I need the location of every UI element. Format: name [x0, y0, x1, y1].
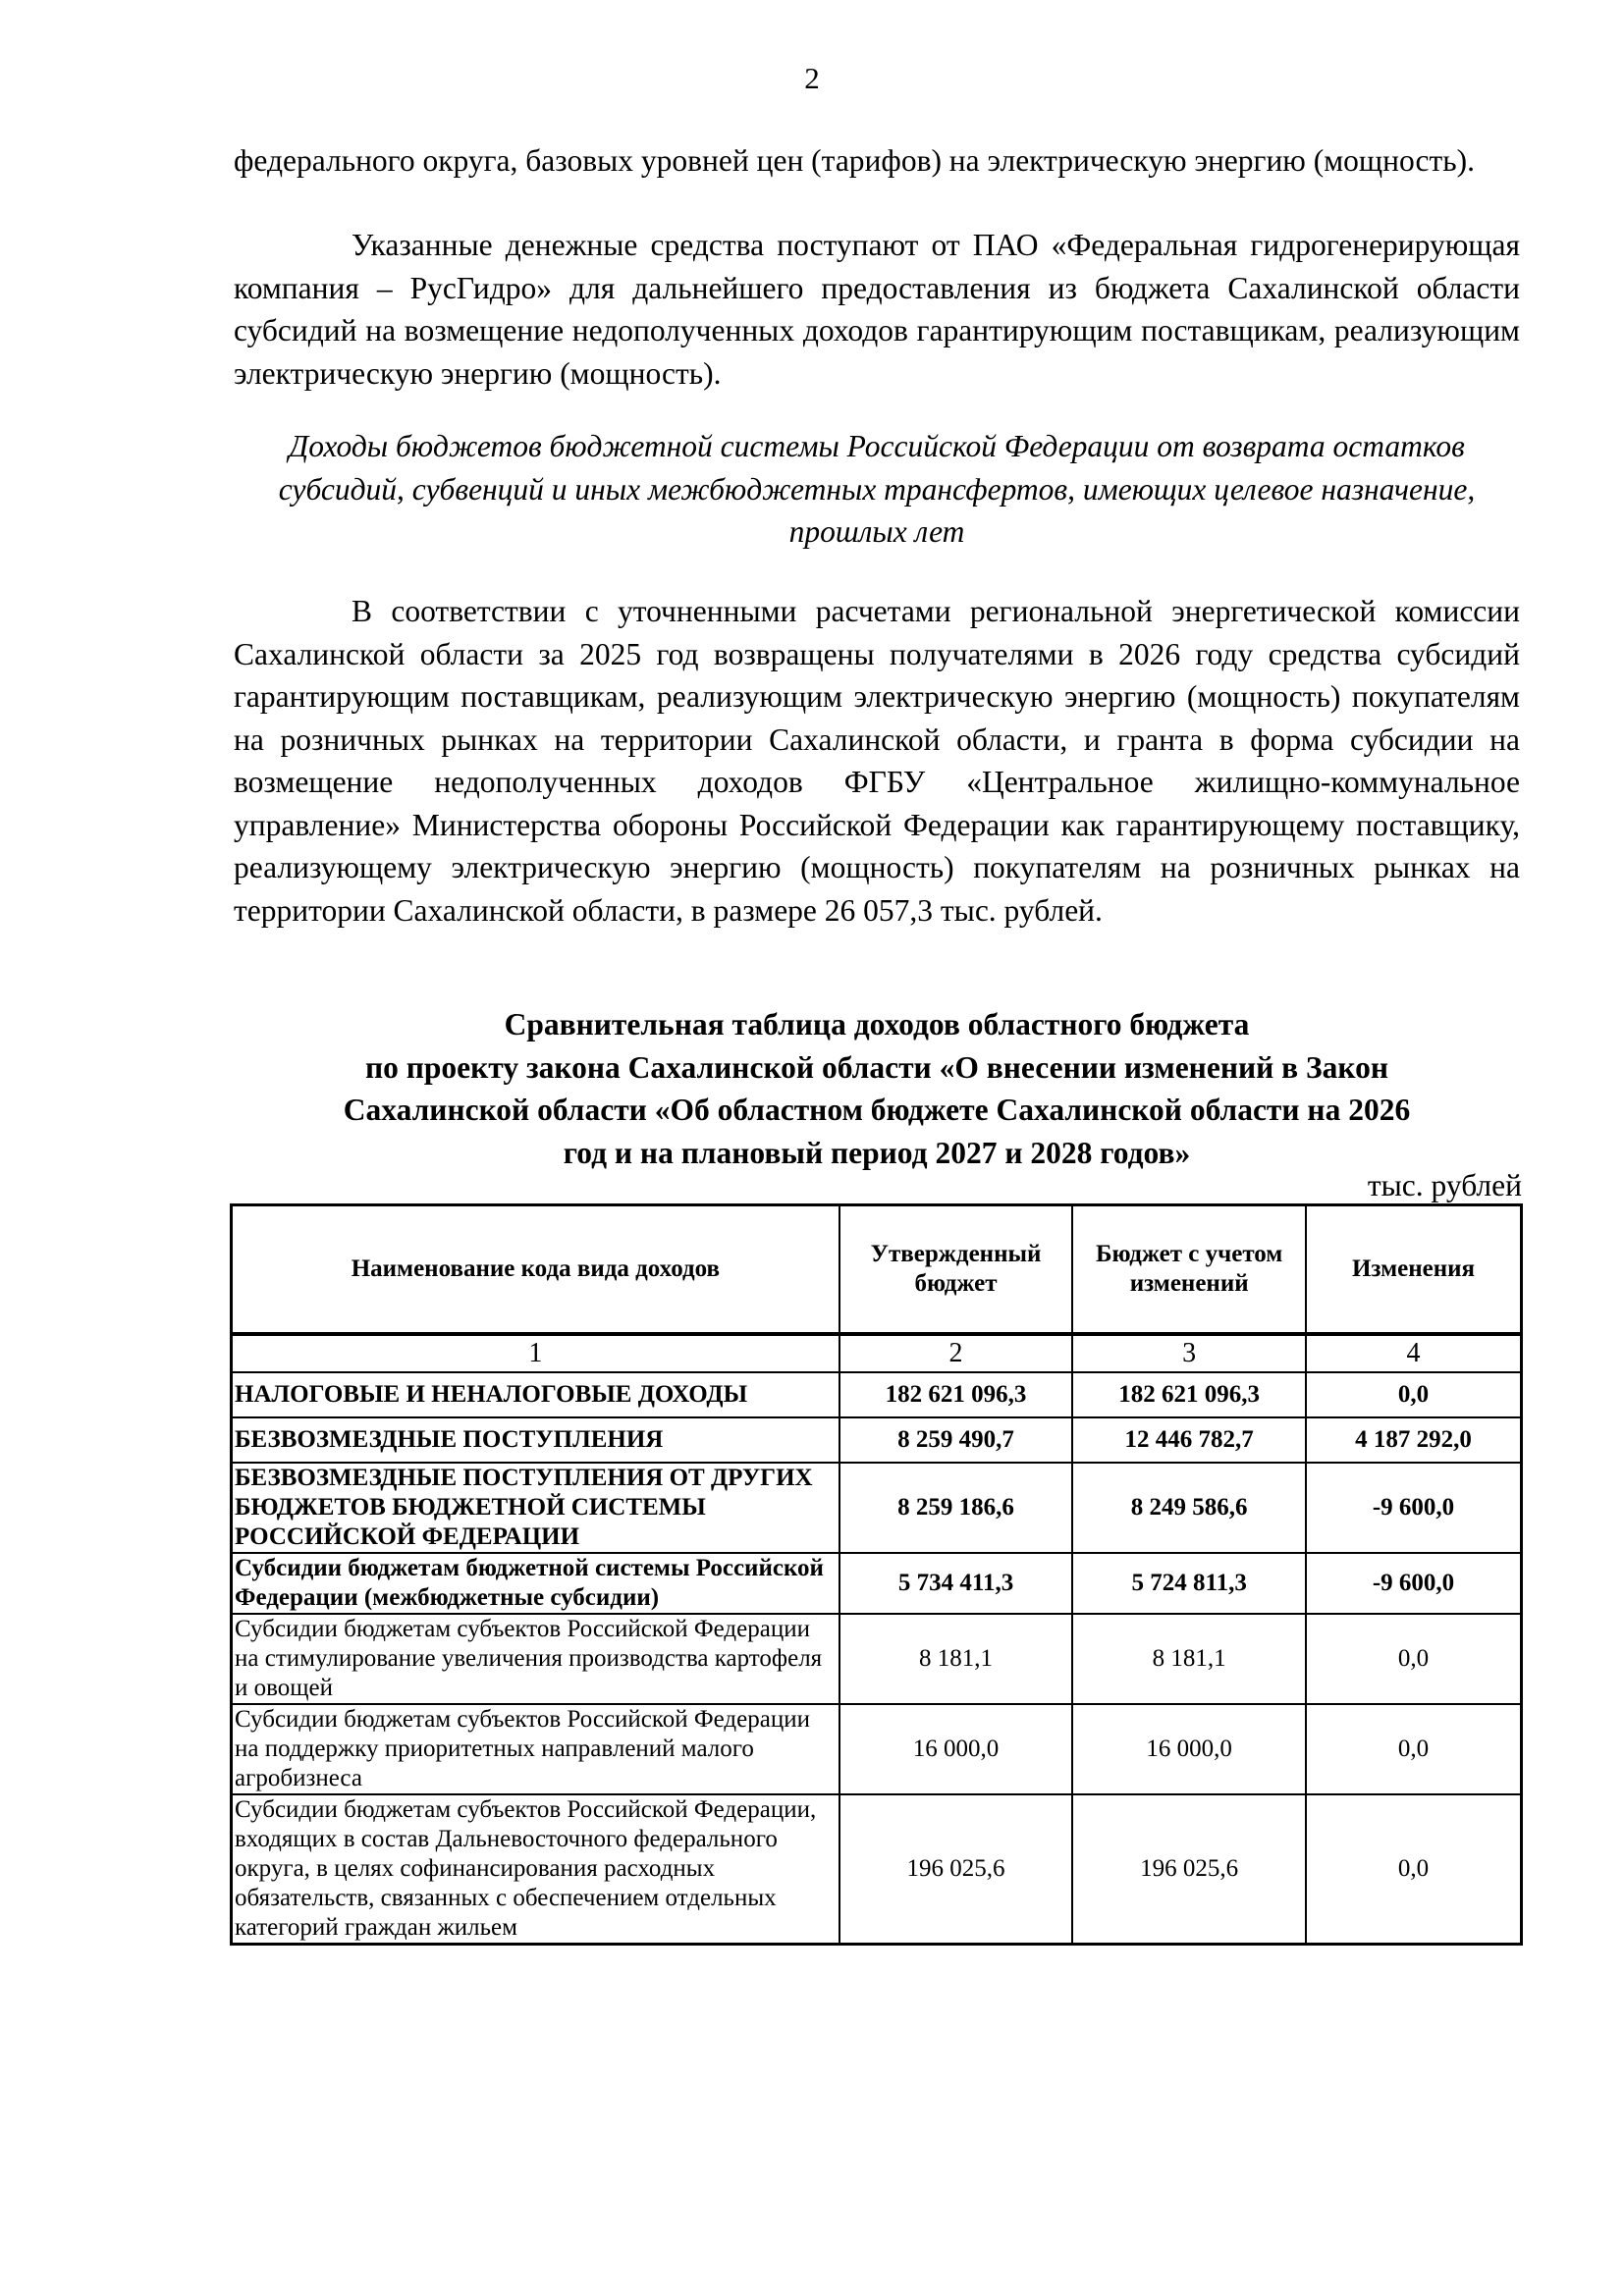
row-name: НАЛОГОВЫЕ И НЕНАЛОГОВЫЕ ДОХОДЫ [232, 1372, 839, 1417]
row-approved: 182 621 096,3 [839, 1372, 1073, 1417]
column-number: 1 [232, 1334, 839, 1372]
table-row [232, 1553, 1522, 1614]
table-row [232, 1372, 1522, 1417]
paragraph-rushydro [234, 224, 1520, 395]
row-approved: 8 181,1 [839, 1614, 1073, 1704]
row-approved: 16 000,0 [839, 1704, 1073, 1794]
table-row [232, 1614, 1522, 1704]
table-row [232, 1794, 1522, 1945]
row-approved: 196 025,6 [839, 1794, 1073, 1945]
header-approved: Утвержденный бюджет [839, 1205, 1073, 1335]
table-header-row [232, 1205, 1522, 1335]
row-approved: 5 734 411,3 [839, 1553, 1073, 1614]
row-revised: 12 446 782,7 [1072, 1417, 1306, 1463]
row-name: Субсидии бюджетам субъектов Российской Федерации, входящих в состав Дальневосточного федерального округа, в целях софинансирования расходных обязательств, связанных с обеспечением отдельных категорий граждан жильем [232, 1794, 839, 1945]
paragraph-text: В соответствии с уточненными расчетами региональной энергетической комиссии Сахалинской области за 2025 год возвращены получателями в 2026 году средства субсидий гарантирующим поставщикам, реализующим электрическую энергию (мощность) покупателям на розничных рынках на территории Сахалинской области, и гранта в форма субсидии на возмещение недополученных доходов ФГБУ «Центральное жилищно-коммунальное управление» Министерства обороны Российской Федерации как гарантирующему поставщику, реализующему электрическую энергию (мощность) покупателям на розничных рынках на территории Сахалинской области, в размере 26 057,3 тыс. рублей. [234, 594, 1520, 928]
header-name: Наименование кода вида доходов [232, 1205, 839, 1335]
paragraph-text: федерального округа, базовых уровней цен (тарифов) на электрическую энергию (мощность). [234, 143, 1476, 178]
paragraph-text: Указанные денежные средства поступают от ПАО «Федеральная гидрогенерирующая компания – РусГидро» для дальнейшего предоставления из бюджета Сахалинской области субсидий на возмещение недополученных доходов гарантирующим поставщикам, реализующим электрическую энергию (мощность). [234, 228, 1520, 391]
row-change: 0,0 [1306, 1794, 1522, 1945]
row-change: -9 600,0 [1306, 1463, 1522, 1553]
row-revised: 16 000,0 [1072, 1704, 1306, 1794]
row-revised: 8 181,1 [1072, 1614, 1306, 1704]
row-change: 0,0 [1306, 1372, 1522, 1417]
table-title-line: Сравнительная таблица доходов областного бюджета [504, 1007, 1250, 1041]
column-number-row [232, 1334, 1522, 1372]
column-number: 2 [839, 1334, 1073, 1372]
page-number: 2 [804, 61, 820, 95]
row-approved: 8 259 186,6 [839, 1463, 1073, 1553]
row-name: Субсидии бюджетам бюджетной системы Российской Федерации (межбюджетные субсидии) [232, 1553, 839, 1614]
row-revised: 196 025,6 [1072, 1794, 1306, 1945]
section-subheading: Доходы бюджетов бюджетной системы Российской Федерации от возврата остатков субсидий, субвенций и иных межбюджетных трансфертов, имеющих целевое назначение, прошлых лет [278, 429, 1476, 549]
table-row [232, 1463, 1522, 1553]
table-title [234, 1003, 1520, 1174]
paragraph-returns [234, 590, 1520, 932]
paragraph-continuation [234, 139, 1520, 183]
row-revised: 8 249 586,6 [1072, 1463, 1306, 1553]
table-title-line: по проекту закона Сахалинской области «О внесении изменений в Закон [364, 1049, 1389, 1085]
header-change: Изменения [1306, 1205, 1522, 1335]
column-number: 4 [1306, 1334, 1522, 1372]
row-change: 0,0 [1306, 1704, 1522, 1794]
table-row [232, 1417, 1522, 1463]
table-title-line: Сахалинской области «Об областном бюджете Сахалинской области на 2026 [343, 1093, 1411, 1127]
row-name: БЕЗВОЗМЕЗДНЫЕ ПОСТУПЛЕНИЯ ОТ ДРУГИХ БЮДЖЕТОВ БЮДЖЕТНОЙ СИСТЕМЫ РОССИЙСКОЙ ФЕДЕРАЦИИ [232, 1463, 839, 1553]
table-title-line: год и на плановый период 2027 и 2028 годов» [563, 1135, 1191, 1170]
column-number: 3 [1072, 1334, 1306, 1372]
row-change: 0,0 [1306, 1614, 1522, 1704]
header-revised: Бюджет с учетом изменений [1072, 1205, 1306, 1335]
row-revised: 5 724 811,3 [1072, 1553, 1306, 1614]
row-change: -9 600,0 [1306, 1553, 1522, 1614]
row-name: Субсидии бюджетам субъектов Российской Федерации на стимулирование увеличения производства картофеля и овощей [232, 1614, 839, 1704]
row-revised: 182 621 096,3 [1072, 1372, 1306, 1417]
row-name: БЕЗВОЗМЕЗДНЫЕ ПОСТУПЛЕНИЯ [232, 1417, 839, 1463]
row-name: Субсидии бюджетам субъектов Российской Федерации на поддержку приоритетных направлений малого агробизнеса [232, 1704, 839, 1794]
row-approved: 8 259 490,7 [839, 1417, 1073, 1463]
units-label: тыс. рублей [1367, 1168, 1522, 1202]
table-row [232, 1704, 1522, 1794]
income-comparison-table [230, 1203, 1523, 1946]
row-change: 4 187 292,0 [1306, 1417, 1522, 1463]
